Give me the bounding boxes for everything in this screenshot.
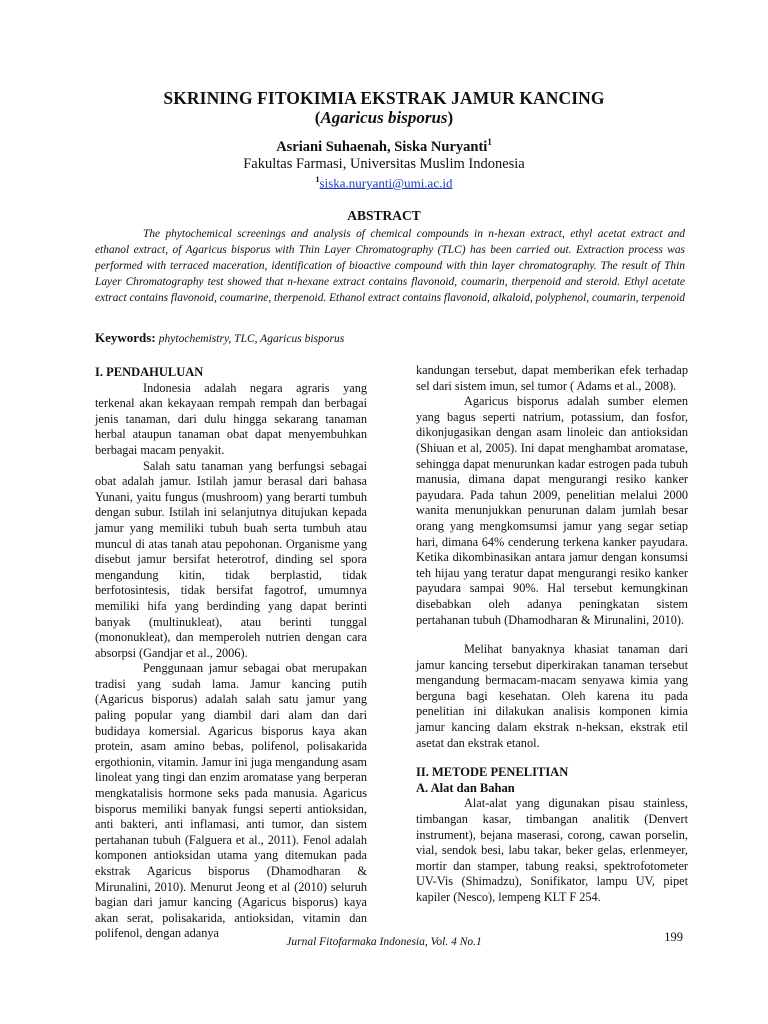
paragraph: Melihat banyaknya khasiat tanaman dari jamur kancing tersebut diperkirakan tanaman tersebut mengandung bermacam-macam senyawa kimia yang berguna bagi kesehatan. Oleh karena itu pada penelitian ini dilakukan analisis komponen kimia jamur kancing dalam ekstrak n-heksan, ekstrak etil asetat dan ekstrak etanol. bbox=[416, 642, 688, 750]
paper-title: SKRINING FITOKIMIA EKSTRAK JAMUR KANCING bbox=[163, 88, 605, 108]
abstract-heading: ABSTRACT bbox=[347, 208, 421, 223]
author-email: $^1$siska.nuryanti@umi.ac.id bbox=[315, 175, 453, 191]
left-column bbox=[95, 365, 367, 942]
affiliation: Fakultas Farmasi, Universitas Muslim Indonesia bbox=[243, 156, 525, 172]
paragraph: Alat-alat yang digunakan pisau stainless, timbangan kasar, timbangan analitik (Denvert instrument), bejana maserasi, corong, cawan porselin, vial, sendok besi, labu takar, beker gelas, erlenmeyer, mortir dan stamper, tabung reaksi, spektrofotometer UV-Vis (Shimadzu), Sonifikator, lampu UV, pipet kapiler (Nesco), lempeng KLT F 254. bbox=[416, 796, 688, 904]
section-heading-introduction: I. PENDAHULUAN bbox=[95, 365, 204, 379]
paragraph: Indonesia adalah negara agraris yang terkenal akan kekayaan rempah rempah dan berbagai jenis tanaman, dari dulu hingga sekarang tanaman herbal ataupun tanaman obat dapat menyembuhkan berbagai macam penyakit. bbox=[95, 380, 367, 457]
paragraph: Agaricus bisporus adalah sumber elemen yang bagus seperti natrium, potassium, dan fosfor, dikonjugasikan dengan asam linoleic dan antioksidan (Shiuan et al, 2005). Ini dapat menghambat aromatase, sehingga dapat menurunkan kadar estrogen pada tubuh manusia, dimana dapat mengurangi resiko kanker payudara. Pada tahun 2009, penelitian melalui 2000 wanita menunjukkan penurunan dalam jumlah besar orang yang mengkomsumsi jamur yang segar setiap hari, dimana 64% cenderung terkena kanker payudara. Ketika dikombinasikan antara jamur dengan konsumsi teh hijau yang teratur dapat mengurangi resiko kanker payudara sampai 90%. Hal tersebut kemungkinan disebabkan oleh adanya peningkatan sistem pertahanan tubuh (Dhamodharan & Mirunalini, 2010). bbox=[416, 394, 688, 627]
subsection-heading: A. Alat dan Bahan bbox=[416, 780, 515, 795]
paragraph: Penggunaan jamur sebagai obat merupakan tradisi yang sudah lama. Jamur kancing putih (Agaricus bisporus) adalah salah satu jamur yang paling popular yang diambil dari alam dan dari budidaya komersial. Agaricus bisporus kaya akan protein, asam amino bebas, polifenol, polisakarida ergothionin, vitamin. Jamur ini juga mengandung asam linoleat yang tingi dan enzim aromatase yang berperan mengkatalisis hormone seks pada manusia. Agaricus bisporus memiliki banyak fungsi seperti antioksidan, anti bakteri, anti inflamasi, anti tumor, dan sistem pertahanan tubuh (Falguera et al., 2011). Fenol adalah komponen antioksidan utama yang ditemukan pada ekstrak Agaricus bisporus (Dhamodharan & Mirunalini, 2010). Menurut Jeong et al (2010) seluruh bagian dari jamur kancing (Agaricus bisporus) kaya akan serat, polisakarida, antioksidan, vitamin dan polifenol, dengan adanya bbox=[95, 661, 367, 941]
keywords: Keywords: phytochemistry, TLC, Agaricus bisporus bbox=[95, 330, 345, 345]
page-number: 199 bbox=[664, 930, 683, 944]
paragraph: Salah satu tanaman yang berfungsi sebagai obat adalah jamur. Istilah jamur berasal dari bahasa Yunani, yaitu fungus (mushroom) yang berarti tumbuh dengan subur. Istilah ini selanjutnya ditujukan kepada jamur yang memiliki tubuh buah serta tumbuh atau muncul di atas tanah atau pepohonan. Organisme yang disebut jamur bersifat heterotrof, dinding sel spora mengandung kitin, tidak berplastid, tidak berfotosintesis, tidak bersifat fagotrof, umumnya memiliki hifa yang berdinding yang dapat berinti banyak (multinukleat), atau berinti tunggal (mononukleat), dan memperoleh nutrien dengan cara absorpsi (Gandjar et al., 2006). bbox=[95, 458, 367, 660]
right-column bbox=[416, 363, 688, 906]
journal-footer: Jurnal Fitofarmaka Indonesia, Vol. 4 No.1 bbox=[286, 936, 482, 948]
authors: Asriani Suhaenah, Siska Nuryanti$^1$ bbox=[276, 137, 492, 155]
paper-subtitle: (Agaricus bisporus) bbox=[314, 108, 454, 127]
abstract-text: The phytochemical screenings and analysis of chemical compounds in n-hexan extract, ethyl acetat extract and ethanol extract, of Agaricus bisporus with Thin Layer Chromatography (TLC) has been carried out. Extraction process was performed with terraced maceration, identification of bioactive compound with thin layer chromatography. The result of Thin Layer Chromatography test showed that n-hexane extract contains flavonoid, coumarin, therpenoid and steroid. Ethyl acetate extract contains flavonoid, coumarine, therpenoid. Ethanol extract contains flavonoid, alkaloid, polyphenol, coumarin, terpenoid bbox=[95, 228, 685, 304]
paragraph: kandungan tersebut, dapat memberikan efek terhadap sel dari sistem imun, sel tumor ( Adams et al., 2008). bbox=[416, 363, 688, 393]
species-name: Agaricus bisporus bbox=[320, 108, 448, 127]
email-link[interactable]: siska.nuryanti@umi.ac.id bbox=[319, 175, 453, 191]
section-heading-methods: II. METODE PENELITIAN bbox=[416, 765, 569, 780]
